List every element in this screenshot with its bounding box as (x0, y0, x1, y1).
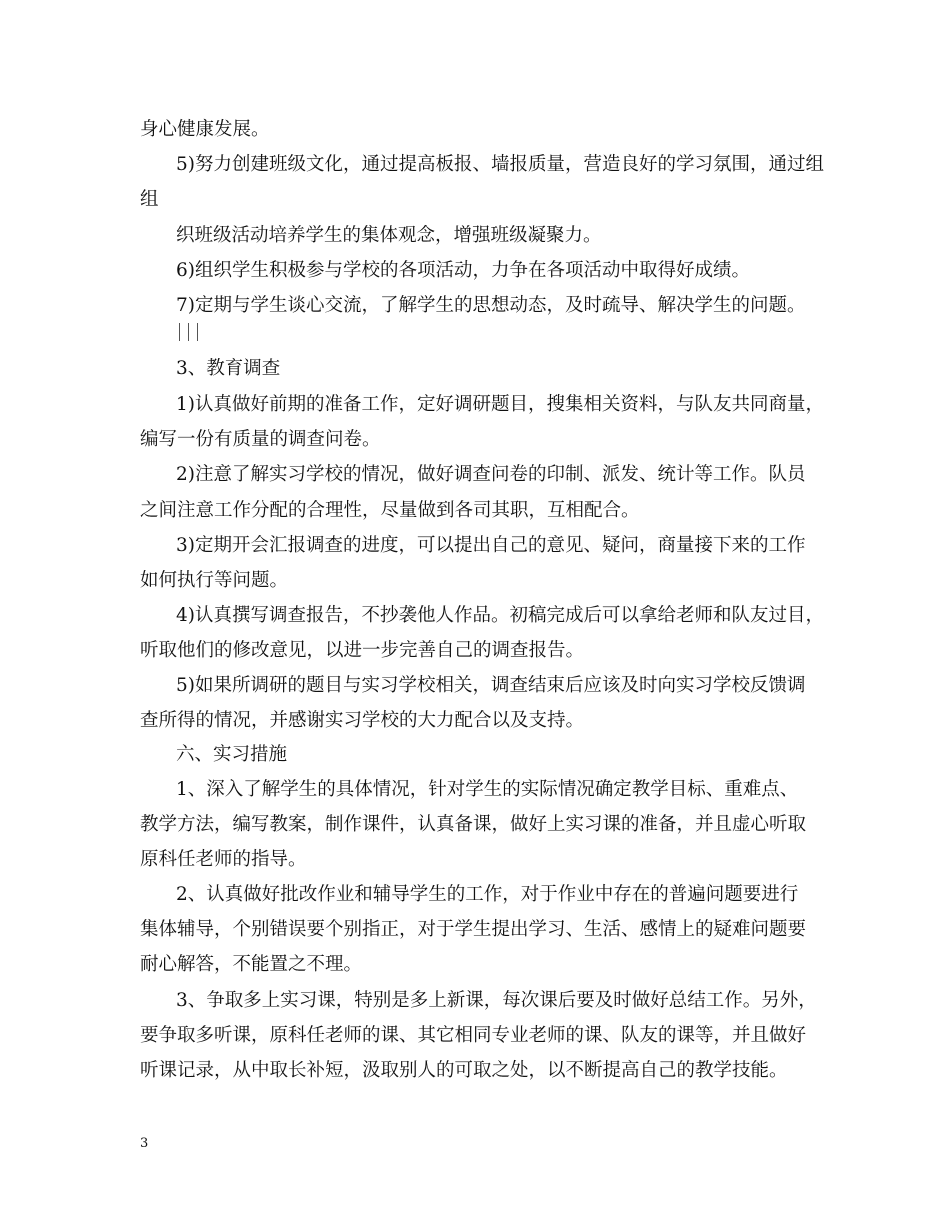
text-line: 5)努力创建班级文化，通过提高板报、墙报质量，营造良好的学习氛围，通过组 (176, 154, 824, 175)
text-line: 要争取多听课，原科任老师的课、其它相同专业老师的课、队友的课等，并且做好 (140, 1025, 807, 1046)
section-heading: 3、教育调查 (176, 358, 281, 379)
text-line: 编写一份有质量的调查问卷。 (140, 429, 381, 450)
text-line: 原科任老师的指导。 (140, 849, 307, 870)
text-line: 组 (140, 189, 159, 210)
text-line: 5)如果所调研的题目与实习学校相关，调查结束后应该及时向实习学校反馈调 (176, 675, 806, 696)
text-line: 2、认真做好批改作业和辅导学生的工作，对于作业中存在的普遍问题要进行 (176, 884, 799, 905)
text-line: 听课记录，从中取长补短，汲取别人的可取之处，以不断提高自己的教学技能。 (140, 1060, 788, 1081)
text-line: 织班级活动培养学生的集体观念，增强班级凝聚力。 (176, 225, 602, 246)
text-line: 集体辅导，个别错误要个别指正，对于学生提出学习、生活、感情上的疑难问题要 (140, 919, 807, 940)
text-line: 教学方法，编写教案，制作课件，认真备课，做好上实习课的准备，并且虚心听取 (140, 814, 807, 835)
text-line: 3)定期开会汇报调查的进度，可以提出自己的意见、疑问，商量接下来的工作 (176, 535, 806, 556)
text-line: 7)定期与学生谈心交流，了解学生的思想动态，及时疏导、解决学生的问题。 (176, 295, 806, 316)
vertical-bars-mark (176, 321, 206, 343)
text-line: 2)注意了解实习学校的情况，做好调查问卷的印制、派发、统计等工作。队员 (176, 464, 806, 485)
text-line: 如何执行等问题。 (140, 570, 289, 591)
text-line: 之间注意工作分配的合理性，尽量做到各司其职，互相配合。 (140, 500, 640, 521)
text-line: 3、争取多上实习课，特别是多上新课，每次课后要及时做好总结工作。另外， (176, 990, 817, 1011)
text-line: 6)组织学生积极参与学校的各项活动，力争在各项活动中取得好成绩。 (176, 260, 750, 281)
text-line: 1、深入了解学生的具体情况，针对学生的实际情况确定教学目标、重难点、 (176, 779, 799, 800)
text-line: 听取他们的修改意见，以进一步完善自己的调查报告。 (140, 640, 585, 661)
text-line: 4)认真撰写调查报告，不抄袭他人作品。初稿完成后可以拿给老师和队友过目， (176, 605, 824, 626)
section-heading: 六、实习措施 (176, 744, 288, 765)
text-line: 1)认真做好前期的准备工作，定好调研题目，搜集相关资料，与队友共同商量， (176, 394, 824, 415)
page-number: 3 (140, 1136, 149, 1151)
text-line: 查所得的情况，并感谢实习学校的大力配合以及支持。 (140, 710, 585, 731)
text-line: 耐心解答，不能置之不理。 (140, 954, 363, 975)
text-line: 身心健康发展。 (140, 119, 270, 140)
